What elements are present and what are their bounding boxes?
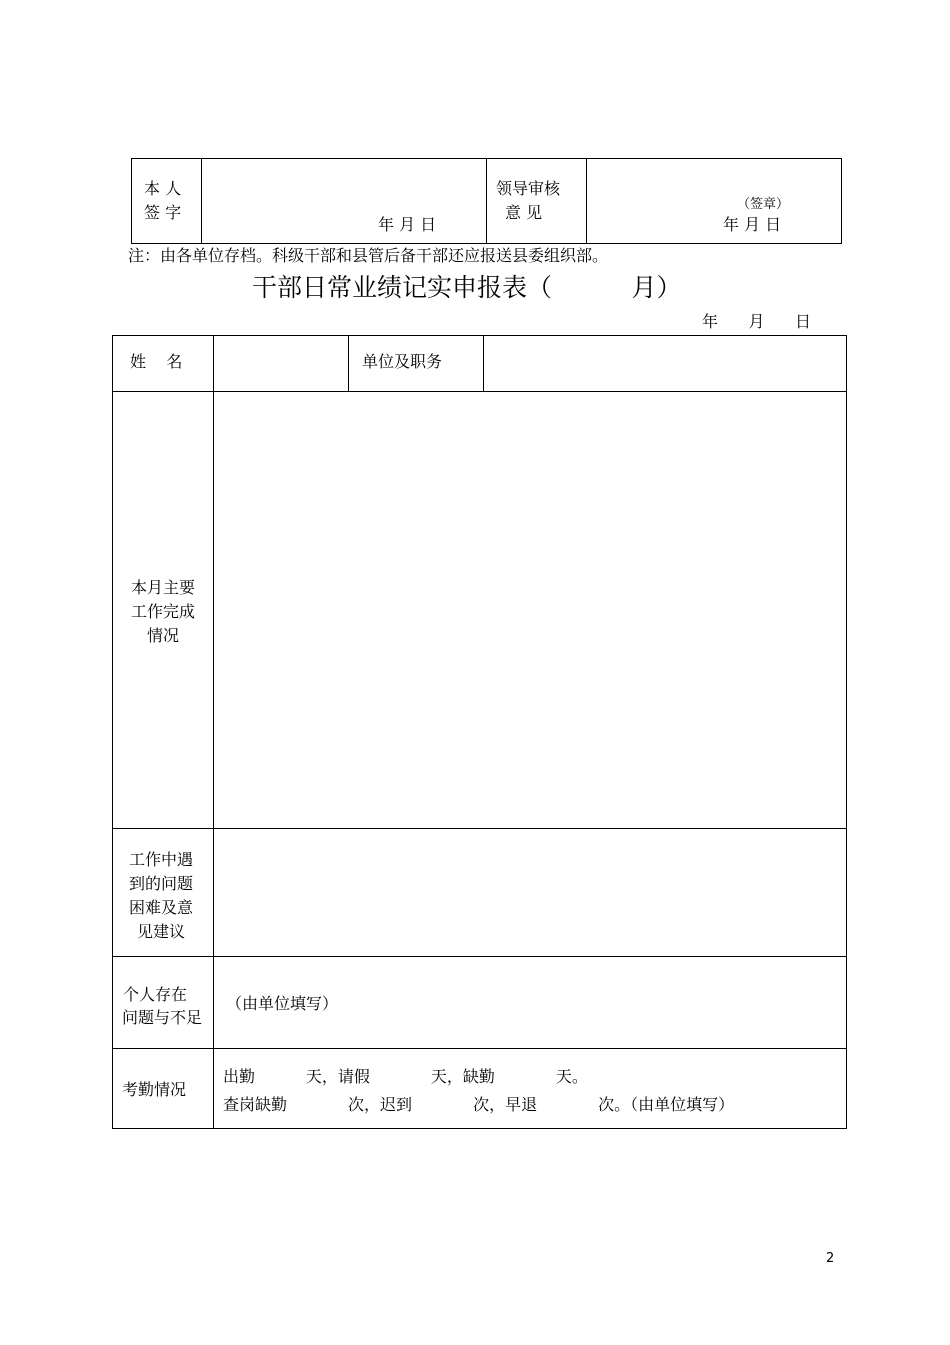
self-signature-label-line2: 签 字 xyxy=(144,203,182,222)
problems-label xyxy=(111,848,211,944)
name-field[interactable] xyxy=(214,336,348,391)
self-signature-date: 年 月 日 xyxy=(378,215,437,234)
problems-label-line2: 到的问题 xyxy=(128,874,193,893)
attendance-line1: 出勤 天，请假 天，缺勤 天。 xyxy=(223,1067,588,1086)
problems-label-line3: 困难及意 xyxy=(128,898,193,917)
problems-label-line4: 见建议 xyxy=(136,922,185,941)
main-work-label-line2: 工作完成 xyxy=(130,602,195,621)
main-work-label-line1: 本月主要 xyxy=(130,578,195,597)
unit-position-field[interactable] xyxy=(484,336,845,391)
leader-review-label-line2: 意 见 xyxy=(505,203,543,222)
form-title: 干部日常业绩记实申报表（ 月） xyxy=(252,273,682,302)
table-divider xyxy=(113,1048,846,1049)
archive-note: 注：由各单位存档。科级干部和县管后备干部还应报送县委组织部。 xyxy=(128,246,609,265)
attendance-line2: 查岗缺勤 次，迟到 次，早退 次。（由单位填写） xyxy=(223,1095,735,1114)
problems-label-line1: 工作中遇 xyxy=(128,850,193,869)
main-work-field[interactable] xyxy=(214,392,845,828)
leader-review-date: 年 月 日 xyxy=(723,215,782,234)
leader-review-label-line1: 领导审核 xyxy=(496,179,561,198)
leader-review-field[interactable] xyxy=(587,159,841,242)
page-number: 2 xyxy=(826,1251,835,1266)
seal-note: （签章） xyxy=(737,197,790,212)
main-work-label xyxy=(113,576,213,648)
main-work-label-line3: 情况 xyxy=(146,626,179,645)
attendance-label: 考勤情况 xyxy=(122,1080,187,1099)
unit-position-label: 单位及职务 xyxy=(362,352,443,371)
personal-issues-label-line2: 问题与不足 xyxy=(122,1008,203,1027)
problems-field[interactable] xyxy=(214,829,845,956)
signature-table xyxy=(131,158,842,244)
performance-report-table xyxy=(112,335,847,1129)
personal-issues-field[interactable] xyxy=(214,957,845,1048)
name-label: 姓 名 xyxy=(130,352,183,371)
personal-issues-label-line1: 个人存在 xyxy=(123,985,188,1004)
form-date: 年 月 日 xyxy=(702,312,812,331)
self-signature-label-line1: 本 人 xyxy=(144,179,182,198)
table-divider xyxy=(348,336,349,391)
personal-issues-note: （由单位填写） xyxy=(226,994,339,1013)
personal-issues-label xyxy=(122,983,202,1029)
self-signature-field[interactable] xyxy=(202,159,486,242)
table-divider xyxy=(486,159,487,243)
